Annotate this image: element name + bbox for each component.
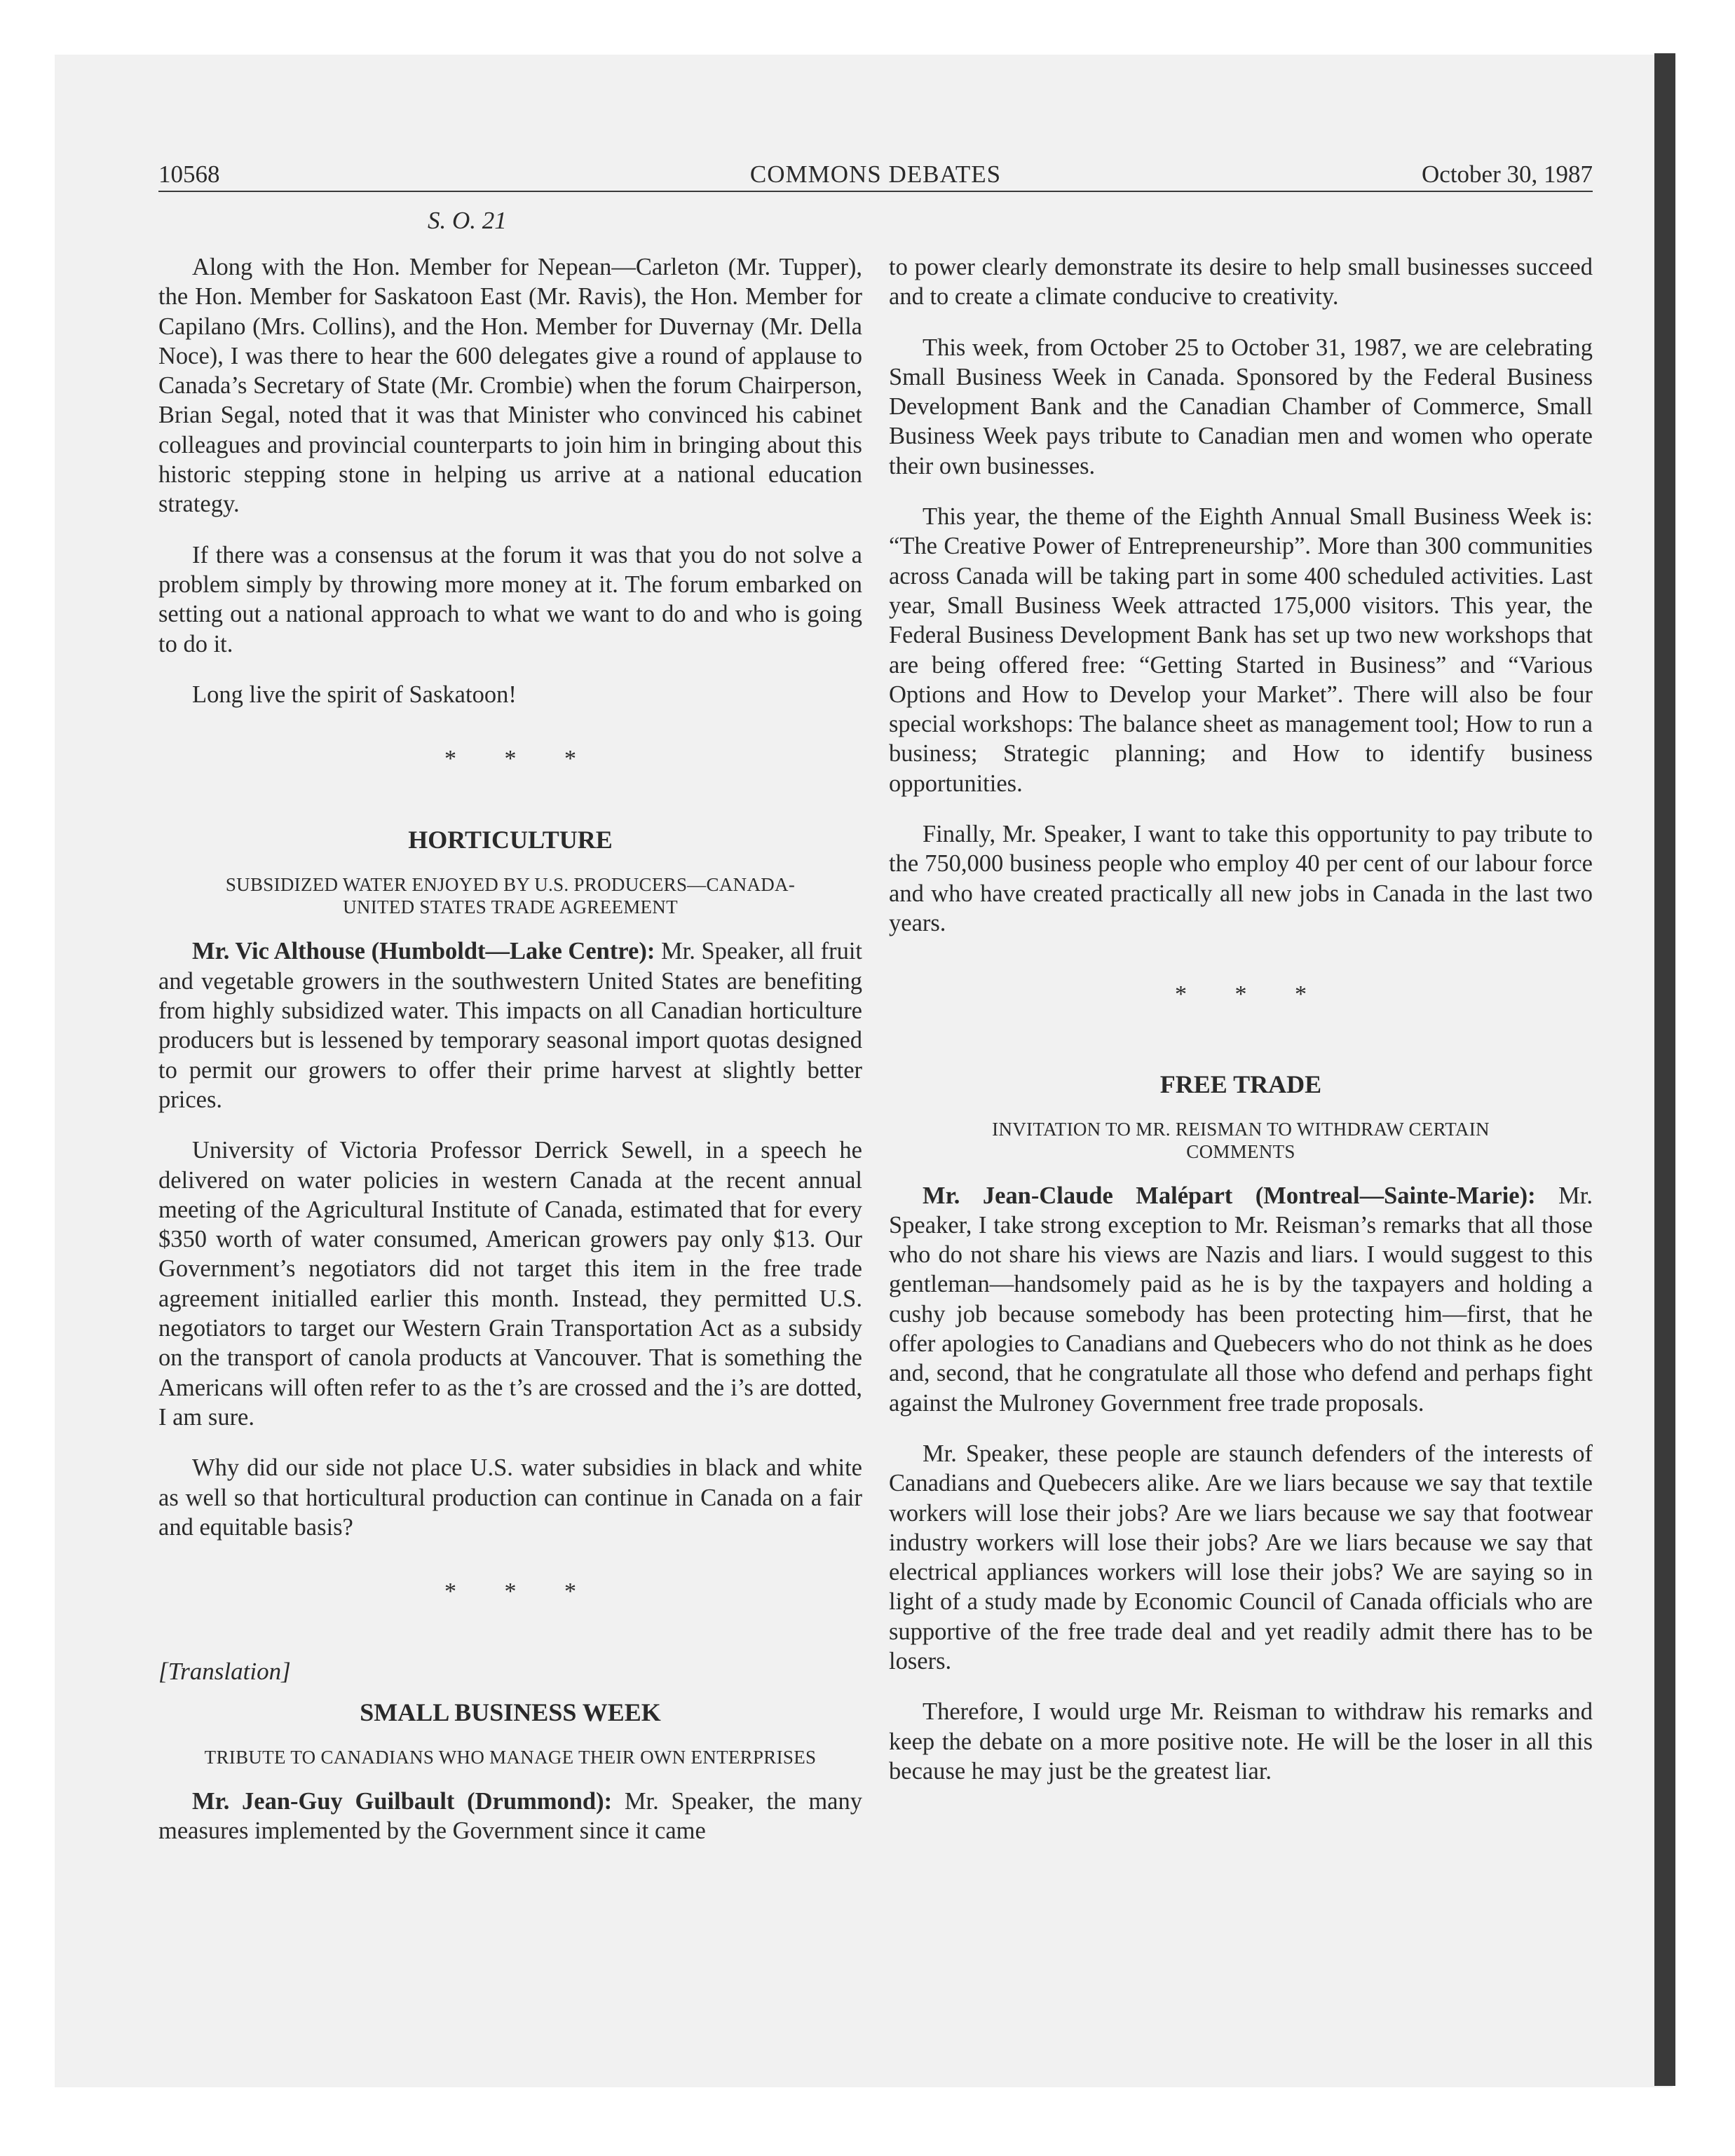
paragraph: Therefore, I would urge Mr. Reisman to withdraw his remarks and keep the debate on a more positive note. He will be the loser in all this because he may just be the greatest liar. bbox=[889, 1698, 1593, 1785]
page-header bbox=[158, 158, 1593, 192]
publication-title: COMMONS DEBATES bbox=[749, 161, 1002, 188]
page-number: 10568 bbox=[158, 161, 220, 188]
paragraph: Why did our side not place U.S. water subsidies in black and white as well so that horticultural production can continue in Canada on a fair and equitable basis? bbox=[158, 1454, 862, 1541]
paragraph: This year, the theme of the Eighth Annual Small Business Week is: “The Creative Power of Entrepreneurship”. More than 300 communities across Canada will be taking part in some 400 scheduled activities. Last year, Small Business Week attracted 175,000 visitors. This year, the Federal Business Development Bank has set up two new workshops that are being offered free: “Getting Started in Business” and “Various Options and How to Develop your Market”. There will also be four special workshops: The balance sheet as management tool; How to run a business; Strategic planning; and How to identify business opportunities. bbox=[889, 503, 1593, 797]
translation-note: [Translation] bbox=[158, 1658, 291, 1686]
section-heading-free-trade: FREE TRADE bbox=[1159, 1070, 1322, 1098]
speech-paragraph bbox=[158, 1787, 862, 1846]
paragraph: This week, from October 25 to October 31, 1987, we are celebrating Small Business Week in Canada. Sponsored by the Federal Business Development Bank and the Canadian Chamber of Commerce, Small Business Week pays tribute to Canadian men and women who operate their own businesses. bbox=[889, 334, 1593, 479]
section-subheading: INVITATION TO MR. REISMAN TO WITHDRAW CERTAIN COMMENTS bbox=[992, 1118, 1490, 1162]
speech-text: Mr. Speaker, the many measures implemented by the Government since it came bbox=[158, 1787, 862, 1844]
paragraph: Finally, Mr. Speaker, I want to take this opportunity to pay tribute to the 750,000 business people who employ 40 per cent of our labour force and who have created practically all new jobs in Canada in the last two years. bbox=[889, 821, 1593, 936]
paragraph: to power clearly demonstrate its desire to help small businesses succeed and to create a climate conducive to creativity. bbox=[889, 254, 1593, 311]
paragraph: Long live the spirit of Saskatoon! bbox=[192, 681, 517, 708]
section-subheading: SUBSIDIZED WATER ENJOYED BY U.S. PRODUCERS—CANADA-UNITED STATES TRADE AGREEMENT bbox=[225, 874, 796, 918]
scan-edge-bar bbox=[1654, 53, 1675, 2086]
speaker-name: Mr. Jean-Guy Guilbault (Drummond): bbox=[192, 1787, 613, 1815]
standing-order-label: S. O. 21 bbox=[428, 207, 507, 234]
left-column bbox=[158, 252, 862, 1867]
section-heading-small-business: SMALL BUSINESS WEEK bbox=[360, 1698, 661, 1726]
section-separator: * * * bbox=[444, 746, 597, 772]
paragraph: University of Victoria Professor Derrick Sewell, in a speech he delivered on water policies in western Canada at the recent annual meeting of the Agricultural Institute of Canada, estimated that for every $350 worth of water consumed, American growers pay only $13. Our Government’s negotiators did not target this item in the free trade agreement initialled earlier this month. Instead, they permitted U.S. negotiators to target our Western Grain Transportation Act as a subsidy on the transport of canola products at Vancouver. That is something the Americans will often refer to as the t’s are crossed and the i’s are dotted, I am sure. bbox=[158, 1137, 862, 1431]
section-separator: * * * bbox=[1175, 981, 1328, 1008]
speaker-name: Mr. Jean-Claude Malépart (Montreal—Sainte-Marie): bbox=[923, 1182, 1536, 1209]
section-heading-horticulture: HORTICULTURE bbox=[408, 826, 613, 854]
speech-text: Mr. Speaker, I take strong exception to Mr. Reisman’s remarks that all those who do not share his views are Nazis and liars. I would suggest to this gentleman—handsomely paid as he is by the taxpayers and holding a cushy job because somebody has been protecting him—first, that he offer apologies to Canadians and Quebecers who do not think as he does and, second, that he congratulate all those who defend and perhaps fight against the Mulroney Government free trade proposals. bbox=[889, 1182, 1593, 1417]
page-date: October 30, 1987 bbox=[1422, 161, 1593, 188]
paragraph: Mr. Speaker, these people are staunch defenders of the interests of Canadians and Quebecers alike. Are we liars because we say that textile workers will lose their jobs? Are we liars because we say that footwear industry workers will lose their jobs? Are we liars because we say that electrical appliances workers will lose their jobs? We are saying so in light of a study made by Economic Council of Canada officials who are supportive of the free trade deal and yet readily admit there has to be losers. bbox=[889, 1440, 1593, 1674]
paragraph: Along with the Hon. Member for Nepean—Carleton (Mr. Tupper), the Hon. Member for Saskatoon East (Mr. Ravis), the Hon. Member for Capilano (Mrs. Collins), and the Hon. Member for Duvernay (Mr. Della Noce), I was there to hear the 600 delegates give a round of applause to Canada’s Secretary of State (Mr. Crombie) when the forum Chairperson, Brian Segal, noted that it was that Minister who convinced his cabinet colleagues and provincial counterparts to join him in bringing about this historic stepping stone in helping us arrive at a national education strategy. bbox=[158, 254, 862, 518]
paragraph: If there was a consensus at the forum it was that you do not solve a problem simply by throwing more money at it. The forum embarked on setting out a national approach to what we want to do and who is going to do it. bbox=[158, 541, 862, 657]
speech-text: Mr. Speaker, all fruit and vegetable growers in the southwestern United States are benefiting from highly subsidized water. This impacts on all Canadian horticulture producers but is lessened by temporary seasonal import quotas designed to permit our growers to offer their prime harvest at slightly better prices. bbox=[158, 938, 862, 1113]
speech-paragraph bbox=[889, 1181, 1593, 1418]
section-separator: * * * bbox=[444, 1578, 597, 1605]
speech-paragraph bbox=[158, 936, 862, 1114]
speaker-name: Mr. Vic Althouse (Humboldt—Lake Centre): bbox=[192, 938, 655, 965]
right-column bbox=[889, 252, 1593, 1807]
section-subheading: TRIBUTE TO CANADIANS WHO MANAGE THEIR OWN ENTERPRISES bbox=[204, 1746, 817, 1768]
